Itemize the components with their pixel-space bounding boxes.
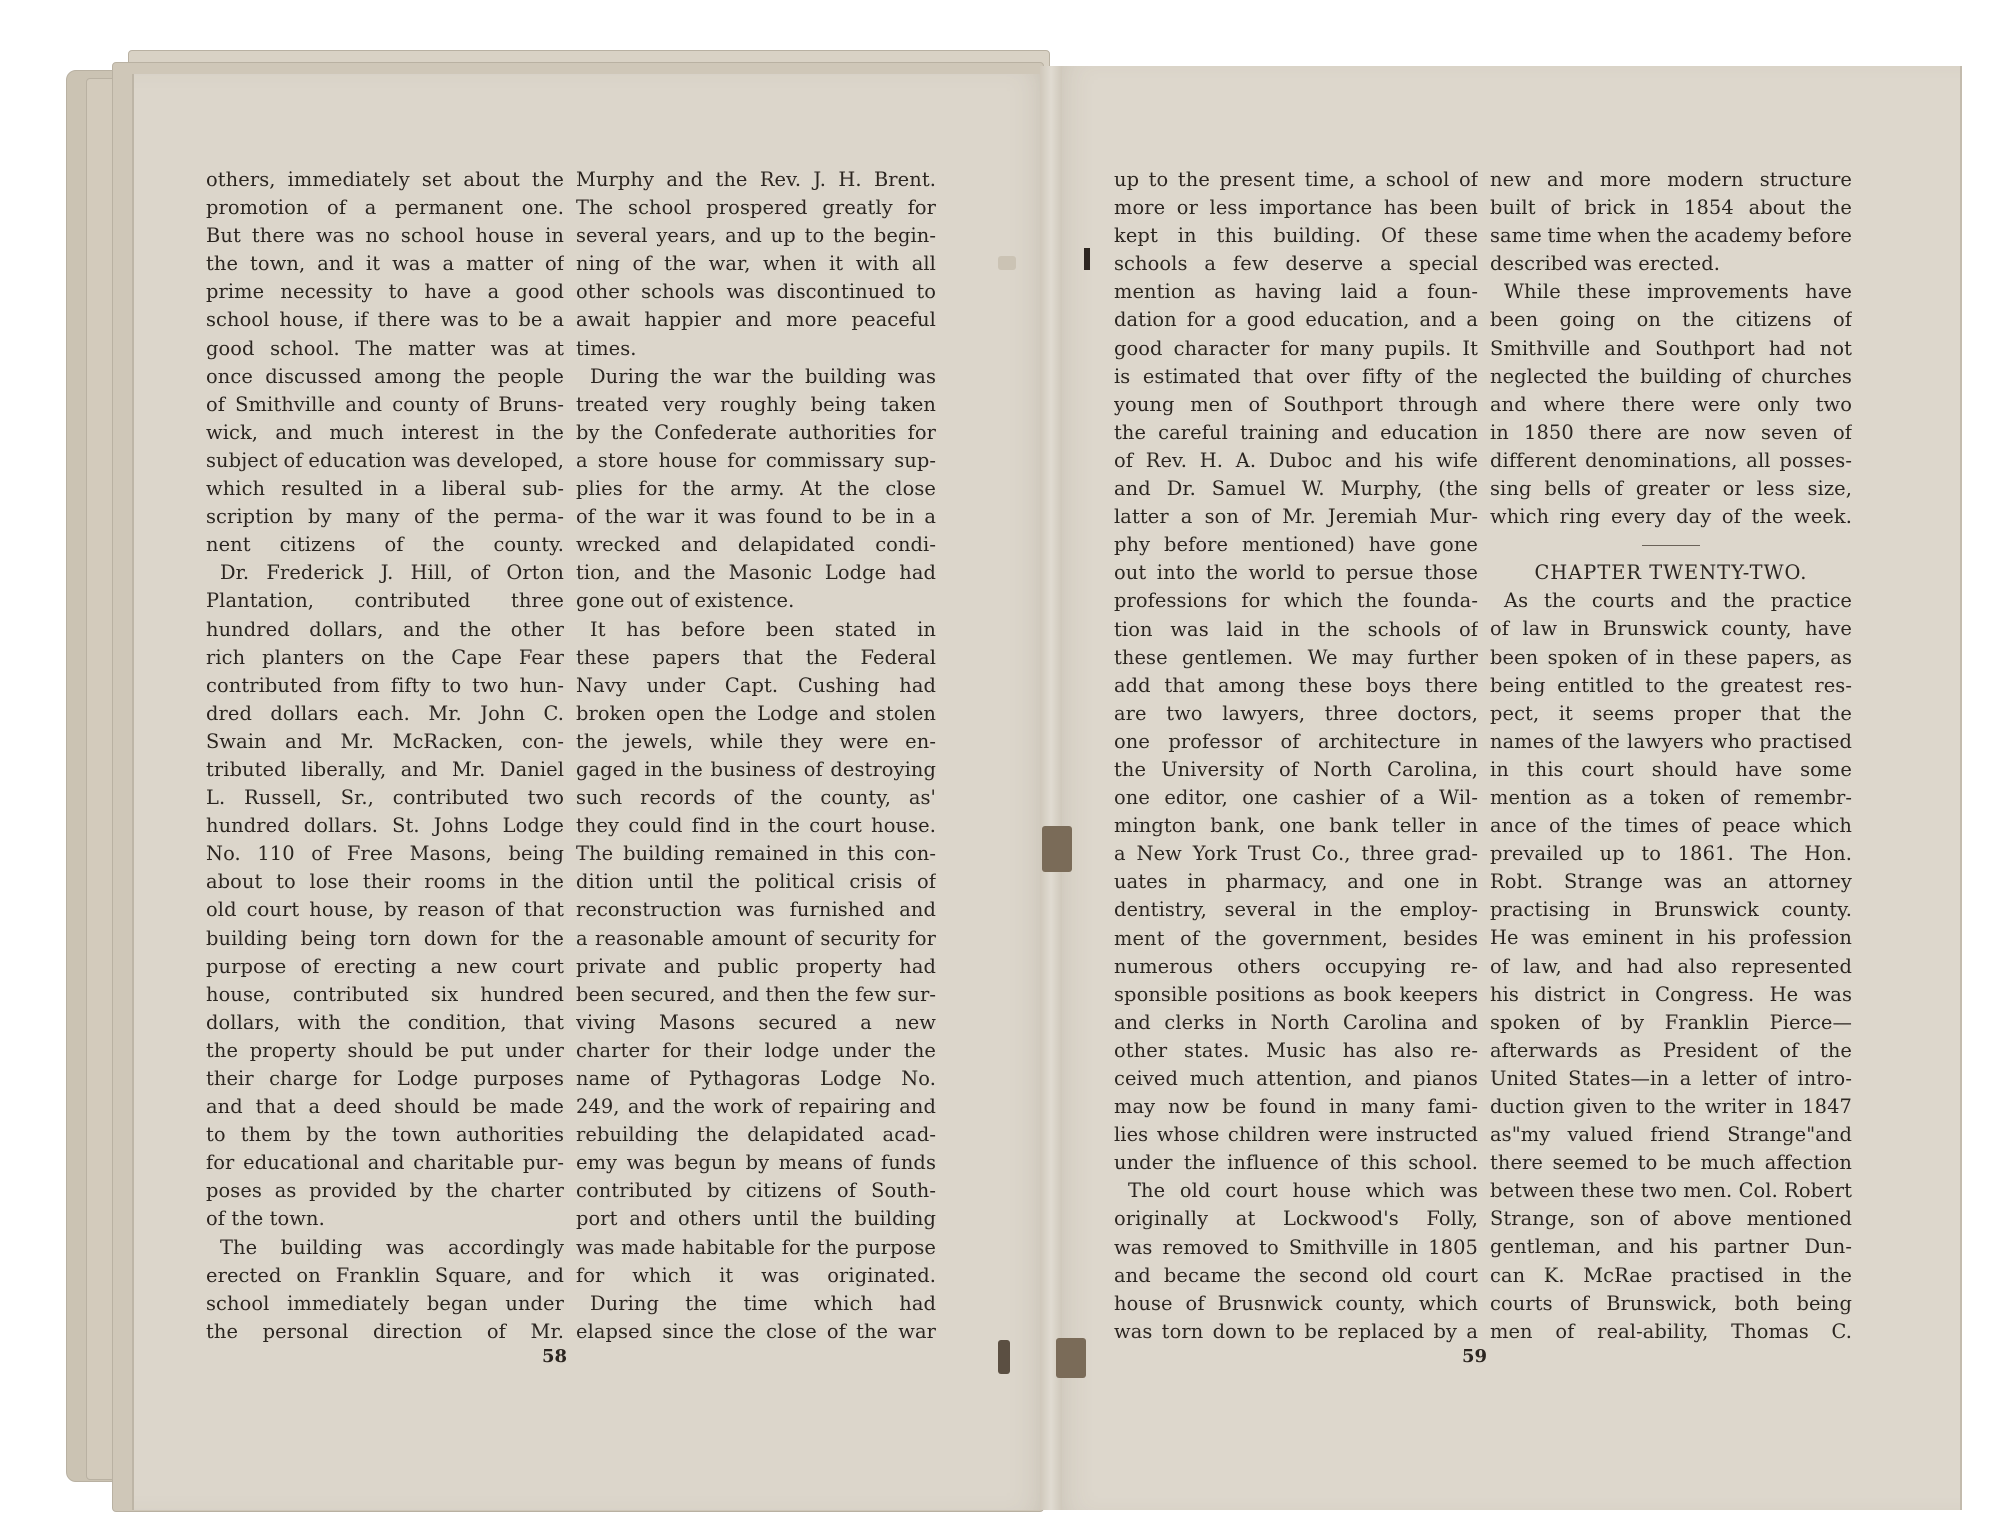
text-line: the University of North Carolina, [1114,757,1478,781]
text-line: several years, and up to the begin- [576,224,936,248]
text-line: building being torn down for the [206,926,564,950]
text-line: good character for many pupils. It [1114,336,1478,360]
text-line: Dr. Frederick J. Hill, of Orton [220,561,564,585]
text-line: practising in Brunswick county. [1490,898,1852,922]
text-line: contributed from fifty to two hun- [206,673,564,697]
text-line: dentistry, several in the employ- [1114,898,1478,922]
text-line: being entitled to the greatest res- [1490,673,1852,697]
text-line: of law, and had also represented [1490,954,1852,978]
text-line: was made habitable for the purpose [576,1235,936,1259]
text-line: a store house for commissary sup- [576,448,936,472]
ink-mark [1084,248,1090,270]
text-line: dred dollars each. Mr. John C. [206,701,564,725]
text-line: mington bank, one bank teller in [1114,814,1478,838]
text-line: spoken of by Franklin Pierce— [1490,1010,1852,1034]
text-line: It has before been stated in [590,617,936,641]
text-line: and became the second old court [1114,1263,1478,1287]
text-line: But there was no school house in [206,224,564,248]
text-line: the personal direction of Mr. [206,1319,564,1343]
text-line: ment of the government, besides [1114,926,1478,950]
text-line: these gentlemen. We may further [1114,645,1478,669]
text-line: dation for a good education, and a [1114,308,1478,332]
text-line: duction given to the writer in 1847 [1490,1095,1852,1118]
section-divider [1642,545,1700,546]
text-line: other states. Music has also re- [1114,1038,1478,1062]
text-line: of Smithville and county of Bruns- [206,392,564,416]
text-line: kept in this building. Of these [1114,224,1478,248]
text-line: in 1850 there are now seven of [1490,420,1852,444]
text-line: Navy under Capt. Cushing had [576,673,936,697]
text-line: private and public property had [576,954,936,978]
text-line: other schools was discontinued to [576,280,936,304]
text-line: contributed by citizens of South- [576,1179,936,1203]
text-line: different denominations, all posses- [1490,448,1852,472]
text-line: originally at Lockwood's Folly, [1114,1207,1478,1231]
text-line: of the town. [206,1207,325,1231]
text-line: and clerks in North Carolina and [1114,1010,1478,1034]
text-line: No. 110 of Free Masons, being [206,842,564,866]
text-line: these papers that the Federal [576,645,936,669]
text-line: rebuilding the delapidated acad- [576,1123,936,1147]
text-line: plies for the army. At the close [576,477,936,501]
text-line: afterwards as President of the [1490,1038,1852,1062]
text-line: During the war the building was [590,364,936,388]
text-line: and where there were only two [1490,392,1852,416]
text-line: gaged in the business of destroying [576,757,936,781]
text-line: to them by the town authorities [206,1123,564,1147]
text-line: prime necessity to have a good [206,280,564,304]
text-line: was removed to Smithville in 1805 [1114,1235,1478,1259]
text-line: the jewels, while they were en- [576,729,936,753]
text-line: elapsed since the close of the war [576,1319,936,1343]
text-line: courts of Brunswick, both being [1490,1291,1852,1315]
text-line: promotion of a permanent one. [206,196,564,220]
text-line: name of Pythagoras Lodge No. [576,1067,936,1090]
page-number-right: 59 [1462,1346,1488,1367]
text-line: out into the world to persue those [1114,561,1478,585]
text-line: same time when the academy before [1490,224,1852,248]
text-line: erected on Franklin Square, and [206,1263,564,1287]
text-line: sing bells of greater or less size, [1490,477,1852,501]
text-line: house, contributed six hundred [206,982,564,1006]
text-line: between these two men. Col. Robert [1490,1179,1852,1203]
text-line: prevailed up to 1861. The Hon. [1490,842,1852,866]
page-number-left: 58 [542,1346,568,1367]
text-line: Murphy and the Rev. J. H. Brent. [576,168,936,191]
text-line: good school. The matter was at [206,336,564,360]
text-line: tion was laid in the schools of [1114,617,1478,641]
text-line: are two lawyers, three doctors, [1114,701,1478,725]
left-page-column-2 [576,166,936,1346]
text-line: He was eminent in his profession [1490,926,1852,950]
text-line: been going on the citizens of [1490,308,1852,332]
text-line: their charge for Lodge purposes [206,1067,564,1090]
text-line: is estimated that over fifty of the [1114,364,1478,388]
text-line: Plantation, contributed three [206,589,564,613]
text-line: under the influence of this school. [1114,1151,1478,1175]
text-line: house of Brusnwick county, which [1114,1291,1478,1315]
text-line: broken open the Lodge and stolen [576,701,936,725]
text-line: one professor of architecture in [1114,729,1478,753]
text-line: add that among these boys there [1114,673,1478,697]
text-line: scription by many of the perma- [206,505,564,529]
text-line: of the war it was found to be in a [576,505,936,529]
text-line: and Dr. Samuel W. Murphy, (the [1114,477,1478,501]
text-line: ning of the war, when it with all [576,252,936,276]
text-line: men of real-ability, Thomas C. [1490,1319,1852,1343]
text-line: new and more modern structure [1490,168,1852,191]
text-line: of Rev. H. A. Duboc and his wife [1114,448,1478,472]
text-line: subject of education was developed, [206,448,564,472]
text-line: As the courts and the practice [1504,589,1852,613]
text-line: poses as provided by the charter [206,1179,564,1203]
staple-hole [1042,826,1072,872]
text-line: for educational and charitable pur- [206,1151,564,1175]
text-line: can K. McRae practised in the [1490,1263,1852,1287]
text-line: Strange, son of above mentioned [1490,1207,1852,1231]
text-line: tion, and the Masonic Lodge had [576,561,936,585]
text-line: old court house, by reason of that [206,898,564,922]
text-line: built of brick in 1854 about the [1490,196,1852,220]
text-line: Swain and Mr. McRacken, con- [206,729,564,753]
text-line: mention as having laid a foun- [1114,280,1478,304]
text-line: 249, and the work of repairing and [576,1095,936,1119]
staple-hole [998,256,1016,270]
text-line: neglected the building of churches [1490,364,1852,388]
text-line: viving Masons secured a new [576,1010,936,1034]
text-line: United States—in a letter of intro- [1490,1066,1852,1090]
text-line: ance of the times of peace which [1490,814,1852,838]
text-line: During the time which had [590,1291,936,1315]
text-line: they could find in the court house. [576,814,936,838]
text-line: treated very roughly being taken [576,392,936,416]
text-line: gentleman, and his partner Dun- [1490,1235,1852,1259]
text-line: and that a deed should be made [206,1095,564,1119]
text-line: up to the present time, a school of [1114,168,1478,191]
text-line: school house, if there was to be a [206,308,564,332]
text-line: rich planters on the Cape Fear [206,645,564,669]
text-line: sponsible positions as book keepers [1114,982,1478,1006]
text-line: numerous others occupying re- [1114,954,1478,978]
text-line: been spoken of in these papers, as [1490,645,1852,669]
text-line: been secured, and then the few sur- [576,982,936,1006]
text-line: may now be found in many fami- [1114,1095,1478,1119]
text-line: charter for their lodge under the [576,1038,936,1062]
text-line: gone out of existence. [576,589,795,613]
text-line: hundred dollars, and the other [206,617,564,641]
text-line: one editor, one cashier of a Wil- [1114,786,1478,810]
text-line: there seemed to be much affection [1490,1151,1852,1175]
text-line: in this court should have some [1490,757,1852,781]
text-line: about to lose their rooms in the [206,870,564,894]
text-line: the careful training and education [1114,420,1478,444]
text-line: school immediately began under [206,1291,564,1315]
text-line: dition until the political crisis of [576,870,936,894]
text-line: more or less importance has been [1114,196,1478,220]
text-line: the property should be put under [206,1038,564,1062]
text-line: Smithville and Southport had not [1490,336,1852,360]
text-line: a New York Trust Co., three grad- [1114,842,1478,866]
text-line: phy before mentioned) have gone [1114,533,1478,557]
text-line: L. Russell, Sr., contributed two [206,786,564,810]
text-line: was torn down to be replaced by a [1114,1319,1478,1343]
text-line: emy was begun by means of funds [576,1151,936,1175]
text-line: described was erected. [1490,252,1721,276]
text-line: nent citizens of the county. [206,533,564,557]
binding-gutter [1040,66,1062,1510]
text-line: Robt. Strange was an attorney [1490,870,1852,894]
text-line: others, immediately set about the [206,168,564,191]
text-line: The old court house which was [1128,1179,1478,1203]
text-line: by the Confederate authorities for [576,420,936,444]
text-line: professions for which the founda- [1114,589,1478,613]
text-line: dollars, with the condition, that [206,1010,564,1034]
text-line: such records of the county, as' [576,786,936,810]
chapter-heading: CHAPTER TWENTY-TWO. [1534,561,1808,585]
text-line: of law in Brunswick county, have [1490,617,1852,641]
text-line: which ring every day of the week. [1490,505,1852,529]
text-line: The building remained in this con- [576,842,936,866]
text-line: his district in Congress. He was [1490,982,1852,1006]
text-line: hundred dollars. St. Johns Lodge [206,814,564,838]
right-page-column-1 [1114,166,1478,1346]
text-line: The building was accordingly [220,1235,564,1259]
text-line: reconstruction was furnished and [576,898,936,922]
text-line: for which it was originated. [576,1263,936,1287]
text-line: port and others until the building [576,1207,936,1231]
text-line: mention as a token of remembr- [1490,785,1852,809]
text-line: wick, and much interest in the [206,420,564,444]
text-line: The school prospered greatly for [576,196,936,220]
text-line: as"my valued friend Strange"and [1490,1123,1852,1147]
right-page-column-2 [1490,166,1852,1346]
staple-hole [1056,1338,1086,1378]
staple-hole [998,1340,1010,1374]
text-line: a reasonable amount of security for [576,926,936,950]
text-line: ceived much attention, and pianos [1114,1067,1478,1090]
text-line: lies whose children were instructed [1114,1123,1478,1147]
left-page-column-1 [206,166,564,1346]
text-line: tributed liberally, and Mr. Daniel [206,757,564,781]
text-line: wrecked and delapidated condi- [576,533,936,557]
text-line: pect, it seems proper that the [1490,701,1852,725]
text-line: uates in pharmacy, and one in [1114,870,1478,894]
text-line: the town, and it was a matter of [206,252,564,276]
text-line: which resulted in a liberal sub- [206,477,564,501]
text-line: once discussed among the people [206,364,564,388]
text-line: await happier and more peaceful [576,308,936,332]
text-line: times. [576,336,637,360]
text-line: names of the lawyers who practised [1490,729,1852,753]
text-line: While these improvements have [1504,280,1852,304]
text-line: schools a few deserve a special [1114,252,1478,276]
text-line: purpose of erecting a new court [206,954,564,978]
text-line: young men of Southport through [1114,392,1478,416]
text-line: latter a son of Mr. Jeremiah Mur- [1114,505,1478,529]
